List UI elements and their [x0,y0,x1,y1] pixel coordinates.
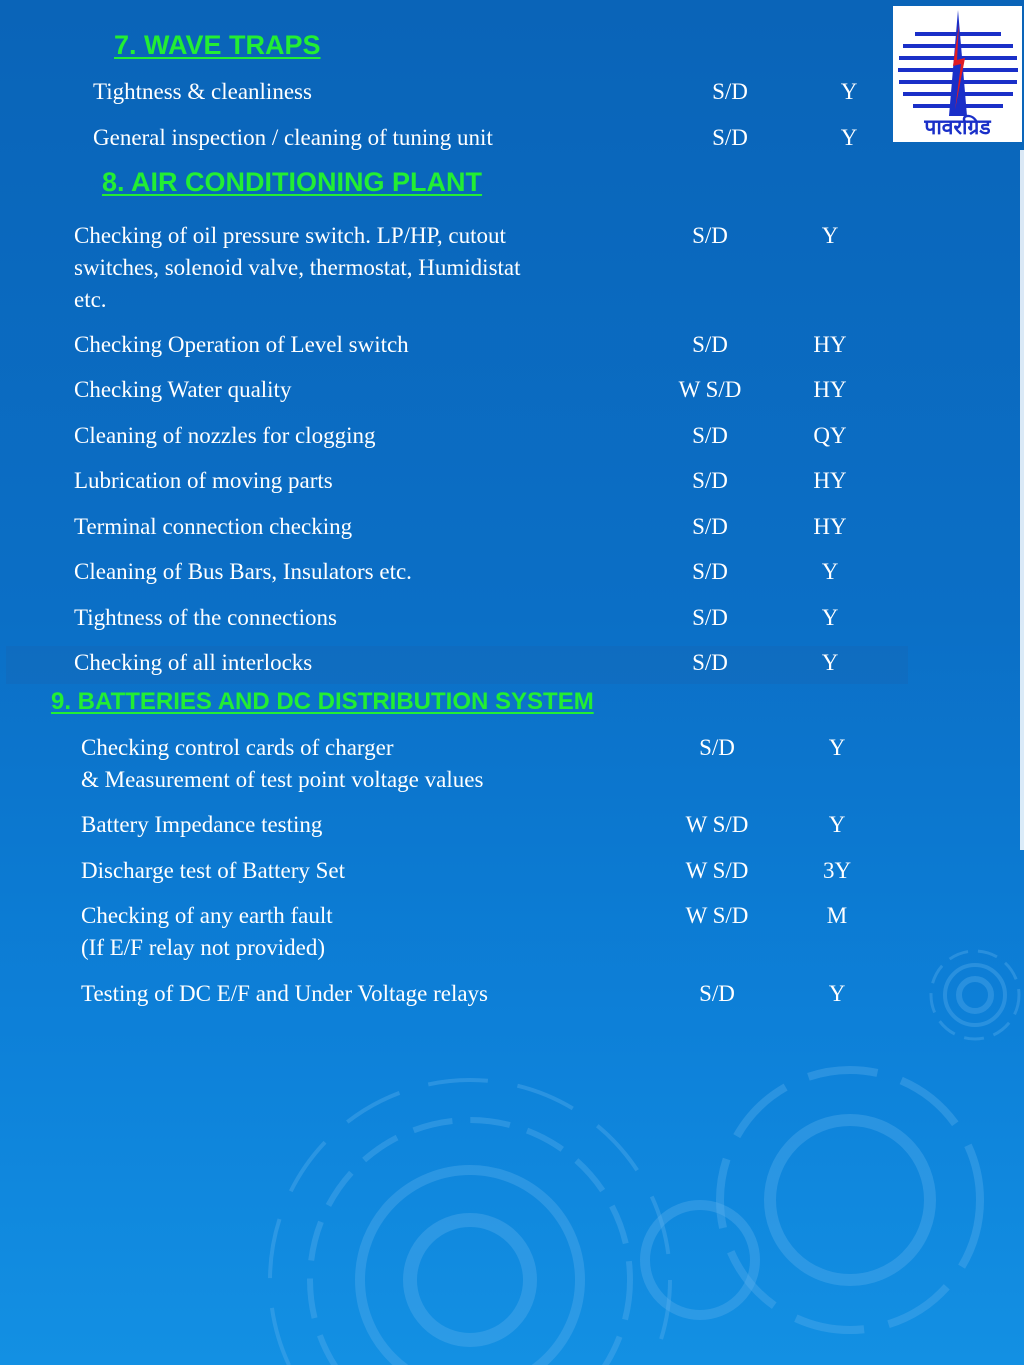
task-text: Battery Impedance testing [81,812,323,837]
task-text: Testing of DC E/F and Under Voltage relays [81,981,489,1006]
condition-text: S/D [712,125,748,150]
task-text: Cleaning of Bus Bars, Insulators etc. [74,559,412,584]
frequency-text: QY [813,423,847,448]
section-title-air-conditioning: 8. AIR CONDITIONING PLANT [102,167,483,197]
task-line: switches, solenoid valve, thermostat, Humidistat [74,255,521,280]
condition-text: S/D [692,514,728,539]
task-line: Checking control cards of charger [81,735,394,760]
frequency-text: HY [813,377,847,402]
frequency-text: Y [821,559,839,584]
task-text: Tightness of the connections [74,605,337,630]
frequency-text: Y [821,650,839,675]
task-text: Checking Operation of Level switch [74,332,409,357]
right-edge-strip [1020,150,1024,850]
frequency-text: HY [813,332,847,357]
condition-text: S/D [692,650,728,675]
task-text: Tightness & cleanliness [93,79,312,104]
task-line: Checking of oil pressure switch. LP/HP, cutout [74,223,506,248]
task-text: Checking Water quality [74,377,292,402]
task-text: Discharge test of Battery Set [81,858,346,883]
frequency-text: 3Y [822,858,852,883]
task-text: Checking of all interlocks [74,650,313,675]
task-text: Lubrication of moving parts [74,468,333,493]
condition-text: S/D [699,981,735,1006]
condition-text: W S/D [685,812,749,837]
condition-text: W S/D [685,858,749,883]
condition-text: S/D [692,423,728,448]
task-text [74,220,521,316]
condition-text: W S/D [685,903,749,928]
section-title-batteries-dc: 9. BATTERIES AND DC DISTRIBUTION SYSTEM [51,688,594,715]
task-text: Cleaning of nozzles for clogging [74,423,376,448]
frequency-text: Y [821,223,839,248]
frequency-text: Y [840,79,858,104]
condition-text: S/D [692,468,728,493]
condition-text: S/D [692,332,728,357]
frequency-text: Y [828,981,846,1006]
frequency-text: HY [813,468,847,493]
frequency-text: M [826,903,848,928]
frequency-text: Y [840,125,858,150]
condition-text: S/D [699,735,735,760]
frequency-text: Y [828,735,846,760]
task-text: Terminal connection checking [74,514,353,539]
frequency-text: Y [828,812,846,837]
logo-wordmark: पावरग्रिड [924,115,991,139]
task-line: Checking of any earth fault [81,903,333,928]
task-line: (If E/F relay not provided) [81,935,325,960]
task-text [81,900,333,964]
frequency-text: HY [813,514,847,539]
condition-text: S/D [692,223,728,248]
condition-text: S/D [712,79,748,104]
task-text [81,732,483,796]
condition-text: S/D [692,605,728,630]
task-line: etc. [74,287,107,312]
condition-text: W S/D [678,377,742,402]
task-line: & Measurement of test point voltage values [81,767,484,792]
task-text: General inspection / cleaning of tuning unit [93,125,493,150]
powergrid-logo [893,6,1022,142]
section-title-wave-traps: 7. WAVE TRAPS [114,30,321,60]
frequency-text: Y [821,605,839,630]
condition-text: S/D [692,559,728,584]
